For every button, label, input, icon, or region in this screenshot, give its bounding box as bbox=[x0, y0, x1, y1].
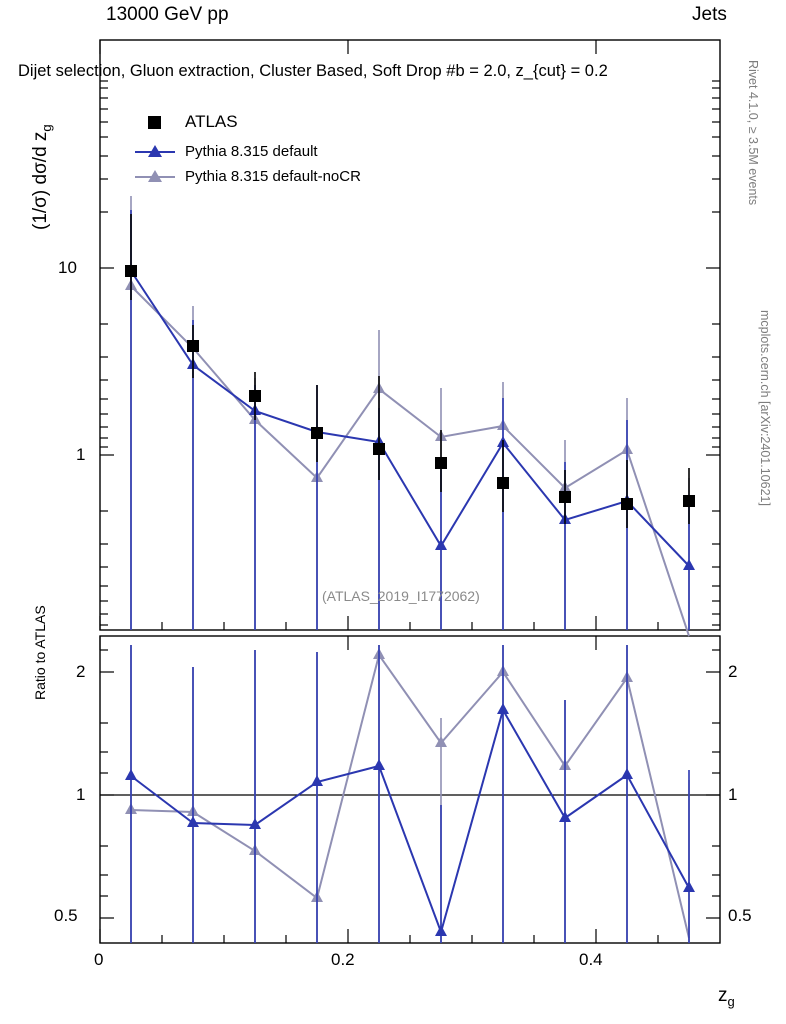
series-line-default bbox=[131, 271, 689, 566]
legend-marker-atlas bbox=[148, 116, 161, 129]
y-axis-label-ratio: Ratio to ATLAS bbox=[32, 605, 48, 700]
ratio-line-default bbox=[131, 710, 689, 932]
series-line-nocr bbox=[131, 286, 689, 636]
xtick-0: 0 bbox=[94, 950, 104, 969]
ytick-10: 10 bbox=[58, 258, 77, 277]
x-axis-label: $z_g$ bbox=[718, 985, 735, 1009]
ratio-errorbars-default bbox=[131, 645, 689, 943]
mcplots-label: mcplots.cern.ch [arXiv:2401.10621] bbox=[758, 310, 772, 506]
rivet-version-label: Rivet 4.1.0, ≥ 3.5M events bbox=[746, 60, 760, 206]
xtick-02: 0.2 bbox=[331, 950, 355, 969]
ratio-ytick-05-left: 0.5 bbox=[54, 906, 78, 925]
plot-title: Dijet selection, Gluon extraction, Cluster Based, Soft Drop #b = 2.0, z_{cut} = 0.2 bbox=[18, 62, 608, 80]
ytick-1: 1 bbox=[76, 445, 86, 464]
series-errorbars-atlas bbox=[131, 214, 689, 528]
ratio-markers-default bbox=[125, 703, 695, 936]
ratio-ytick-1-left: 1 bbox=[76, 785, 86, 804]
y-axis-label-main: (1/σ) dσ/d $z_g$ bbox=[30, 124, 54, 230]
ratio-line-nocr bbox=[131, 655, 689, 938]
header-left: 13000 GeV pp bbox=[106, 4, 229, 25]
ratio-ytick-1-right: 1 bbox=[728, 785, 738, 804]
xtick-04: 0.4 bbox=[579, 950, 603, 969]
series-markers-atlas bbox=[125, 265, 695, 510]
ratio-ytick-05-right: 0.5 bbox=[728, 906, 752, 925]
ratio-errorbars-nocr bbox=[131, 645, 689, 943]
ratio-ytick-2-right: 2 bbox=[728, 662, 738, 681]
header-right: Jets bbox=[692, 4, 727, 25]
series-markers-default bbox=[125, 264, 695, 570]
series-errorbars-default bbox=[131, 210, 689, 630]
dataset-watermark: (ATLAS_2019_I1772062) bbox=[322, 588, 480, 604]
ratio-ytick-2-left: 2 bbox=[76, 662, 86, 681]
legend-label-nocr: Pythia 8.315 default-noCR bbox=[185, 168, 361, 185]
legend-label-default: Pythia 8.315 default bbox=[185, 143, 318, 160]
legend-label-atlas: ATLAS bbox=[185, 112, 238, 131]
